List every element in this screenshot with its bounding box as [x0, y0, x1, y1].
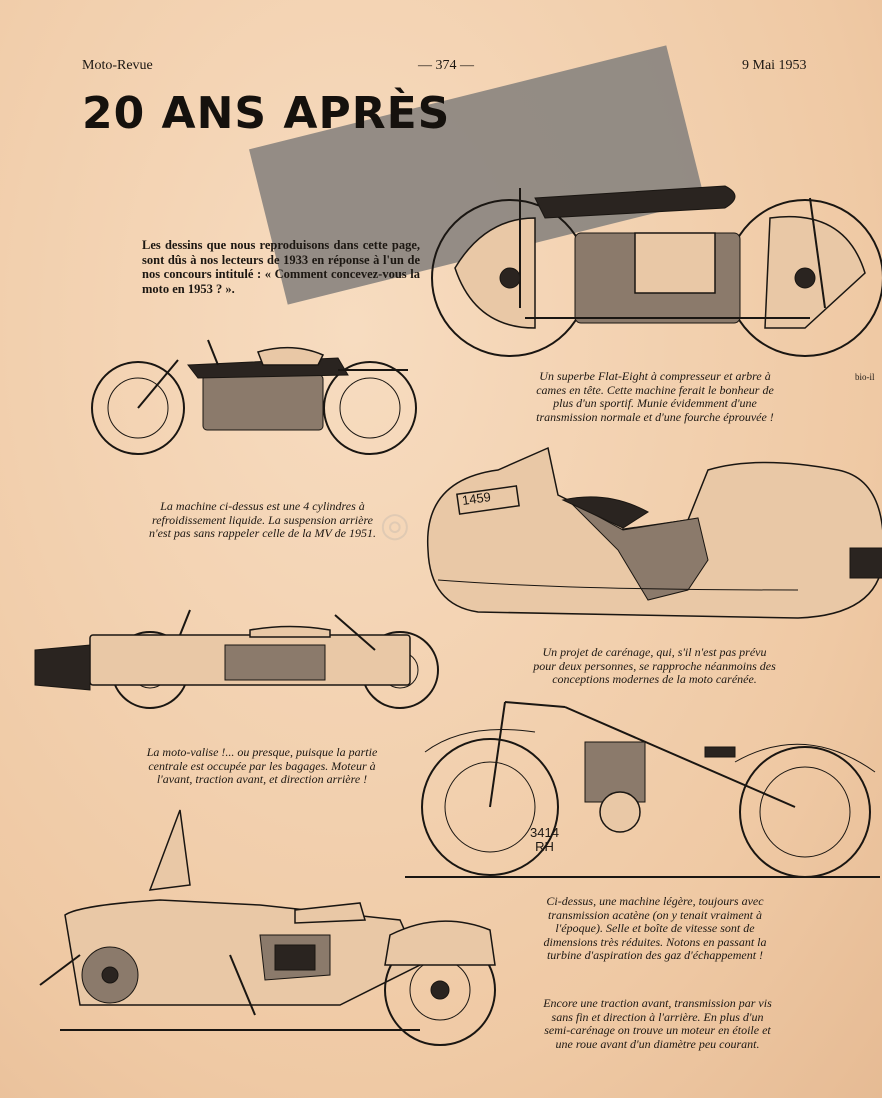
page-title: 20 ANS APRÈS — [82, 88, 451, 139]
traction-avant-illustration — [40, 805, 505, 1055]
page-number: — 374 — — [418, 58, 474, 73]
fairing-plate: 1459 — [461, 489, 492, 508]
publication-name: Moto-Revue — [82, 58, 153, 73]
issue-date: 9 Mai 1953 — [742, 58, 807, 73]
caption-traction: Encore une traction avant, transmission par vis sans fin et direction à l'arrière. En plus d'un semi-carénage on trouve un moteur en étoile et une roue avant d'un diamètre peu courant. — [543, 996, 772, 1051]
caption-four-cylinder: La machine ci-dessus est une 4 cylindres à refroidissement liquide. La suspension arrière n'est pas sans rappeler celle de la MV de 1951. — [149, 499, 376, 540]
caption-valise: La moto-valise !... ou presque, puisque la partie centrale est occupée par les bagages. Moteur à l'avant, traction avant, et direction arrière ! — [146, 745, 378, 786]
caption-fairing: Un projet de carénage, qui, s'il n'est pas prévu pour deux personnes, se rapproche néanmoins des conceptions modernes de la moto carénée. — [533, 645, 776, 686]
intro-text: Les dessins que nous reproduisons dans cette page, sont dûs à nos lecteurs de 1933 en réponse à l'un de nos concours intitulé : « Comment concevez-vous la moto en 1953 ? ». — [142, 238, 420, 296]
watermark-logo: ◎ — [380, 505, 410, 545]
caption-light: Ci-dessus, une machine légère, toujours avec transmission acatène (on y tenait vraiment à l'époque). Selle et boîte de vitesse sont de dimensions très réduites. Notons en passant la turbine d'aspiration des gaz d'échappement ! — [543, 894, 767, 962]
four-cylinder-illustration — [88, 330, 428, 465]
moto-valise-illustration — [30, 605, 450, 715]
flat-eight-illustration — [425, 178, 882, 363]
margin-note: bio-il — [855, 372, 875, 382]
light-plate-letters: RH — [535, 839, 554, 854]
light-plate — [530, 826, 559, 854]
caption-flat-eight: Un superbe Flat-Eight à compresseur et arbre à cames en tête. Cette machine ferait le bonheur de plus d'un sportif. Munie évidemment d'une transmission normale et d'une fourche éprouvée ! — [536, 369, 774, 424]
light-plate-number: 3414 — [530, 825, 559, 840]
